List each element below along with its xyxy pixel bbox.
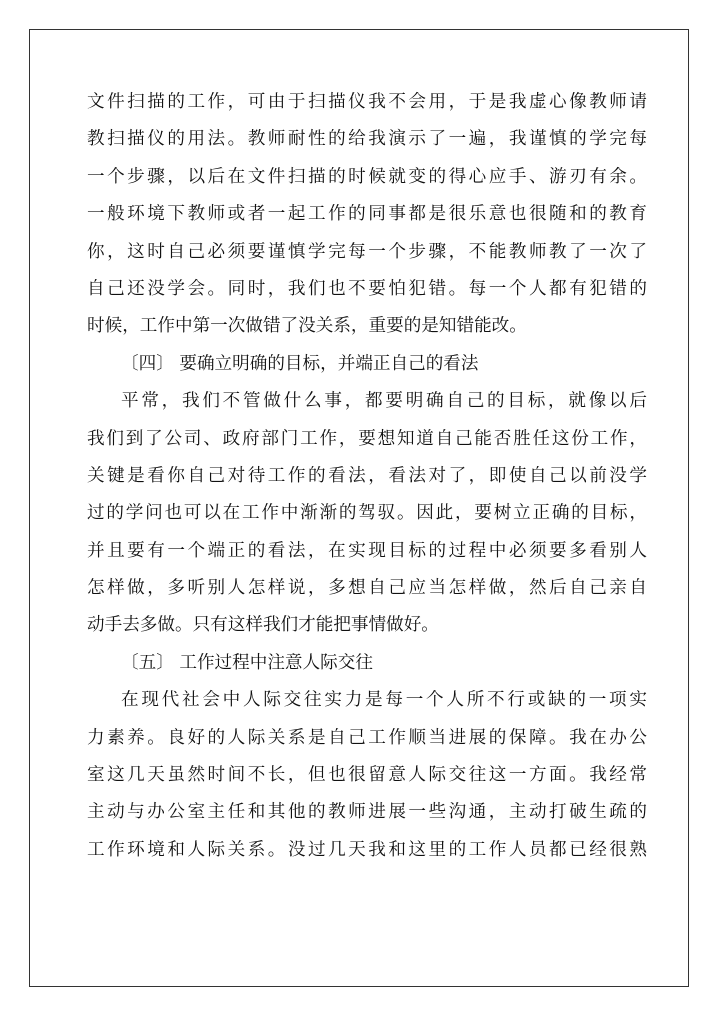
text-line: 时候，工作中第一次做错了没关系，重要的是知错能改。 [87, 316, 527, 337]
text-line: 你，这时自己必须要谨慎学完每一个步骤，不能教师教了一次了 [87, 241, 647, 262]
text-line: 关键是看你自己对待工作的看法，看法对了，即使自己以前没学 [87, 465, 647, 486]
text-line: 并且要有一个端正的看法，在实现目标的过程中必须要多看别人 [87, 540, 647, 561]
document-body [87, 84, 647, 869]
text-line: 力素养。良好的人际关系是自己工作顺当进展的保障。我在办公 [87, 727, 647, 748]
text-line: 动手去多做。只有这样我们才能把事情做好。 [87, 615, 439, 636]
text-line: 一个步骤，以后在文件扫描的时候就变的得心应手、游刃有余。 [87, 166, 647, 187]
text-line: 教扫描仪的用法。教师耐性的给我演示了一遍，我谨慎的学完每 [87, 129, 647, 150]
text-line: 在现代社会中人际交往实力是每一个人所不行或缺的一项实 [121, 690, 647, 711]
text-line: 过的学问也可以在工作中渐渐的驾驭。因此，要树立正确的目标， [87, 503, 647, 524]
section-heading-4: 〔四〕 要确立明确的目标，并端正自己的看法 [121, 353, 479, 374]
text-line: 怎样做，多听别人怎样说，多想自己应当怎样做，然后自己亲自 [87, 578, 647, 599]
text-line: 室这几天虽然时间不长，但也很留意人际交往这一方面。我经常 [87, 765, 647, 786]
text-line: 主动与办公室主任和其他的教师进展一些沟通，主动打破生疏的 [87, 802, 647, 823]
text-line: 我们到了公司、政府部门工作，要想知道自己能否胜任这份工作， [87, 428, 647, 449]
text-line: 一般环境下教师或者一起工作的同事都是很乐意也很随和的教育 [87, 204, 647, 225]
text-line: 自己还没学会。同时，我们也不要怕犯错。每一个人都有犯错的 [87, 278, 647, 299]
text-line: 文件扫描的工作，可由于扫描仪我不会用，于是我虚心像教师请 [87, 92, 647, 112]
text-line: 平常，我们不管做什么事，都要明确自己的目标，就像以后 [121, 391, 647, 412]
section-heading-5: 〔五〕 工作过程中注意人际交往 [121, 652, 373, 673]
text-line: 工作环境和人际关系。没过几天我和这里的工作人员都已经很熟 [87, 839, 647, 860]
